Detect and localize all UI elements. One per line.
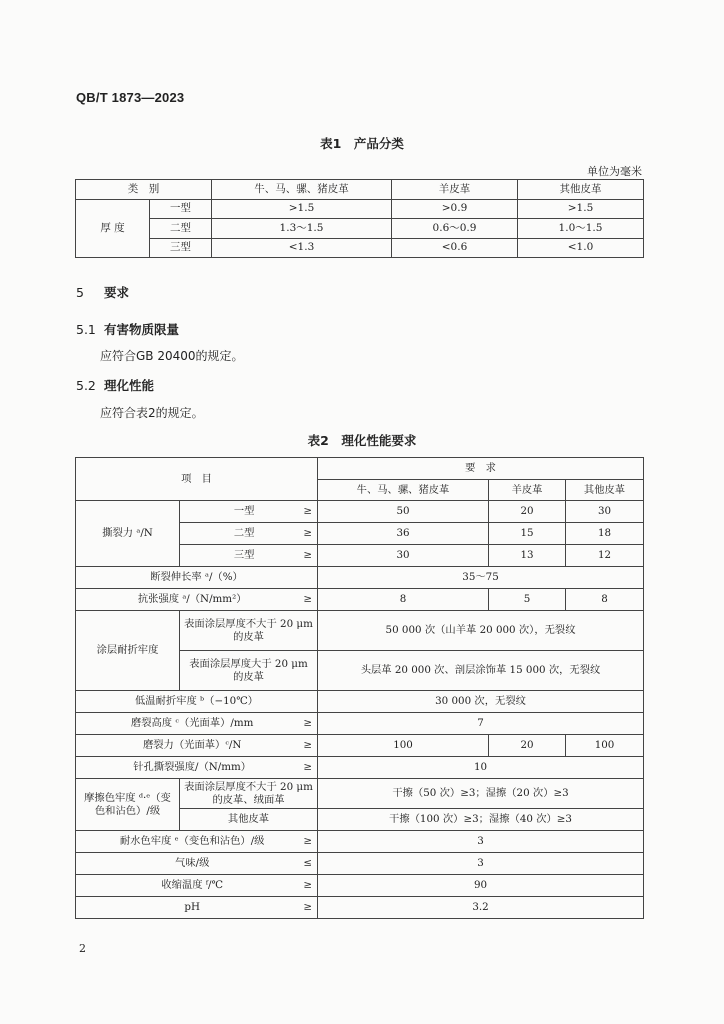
header-cell: 其他皮革: [566, 480, 644, 501]
product-classification-table: [75, 179, 644, 258]
sub-label: 表面涂层厚度不大于 20 μm 的皮革: [180, 611, 318, 651]
row-label: [76, 853, 318, 875]
table-row: [76, 735, 644, 757]
value-cell: 100: [566, 735, 644, 757]
header-cell: 牛、马、骡、猪皮革: [318, 480, 489, 501]
value-cell: 50 000 次（山羊革 20 000 次），无裂纹: [318, 611, 644, 651]
table-row: [76, 567, 644, 589]
header-cell: 羊皮革: [489, 480, 566, 501]
header-cell: 其他皮革: [518, 180, 644, 200]
sub-label: 表面涂层厚度大于 20 μm 的皮革: [180, 651, 318, 691]
sub-label: 表面涂层厚度不大于 20 μm 的皮革、绒面革: [180, 779, 318, 809]
row-label: [76, 897, 318, 919]
header-cell: 类 别: [76, 180, 212, 200]
label-text: 抗张强度 ᵃ/（N/mm²）: [137, 593, 247, 606]
value-cell: <0.6: [392, 238, 518, 258]
section-5-2-heading: [76, 376, 154, 394]
section-number: 5: [76, 285, 84, 300]
value-cell: 15: [489, 523, 566, 545]
table-row: [76, 219, 644, 239]
page-number: 2: [79, 942, 86, 955]
section-5-1-text: 应符合GB 20400的规定。: [100, 349, 244, 363]
value-cell: 头层革 20 000 次、剖层涂饰革 15 000 次，无裂纹: [318, 651, 644, 691]
value-cell: 3: [318, 853, 644, 875]
type-cell: [180, 523, 318, 545]
value-cell: 20: [489, 735, 566, 757]
header-cell: 要 求: [318, 458, 644, 480]
row-label: 摩擦色牢度 ᵈ·ᵉ（变色和沾色）/级: [76, 779, 180, 831]
operator: ≥: [303, 879, 313, 892]
row-label: 撕裂力 ᵃ/N: [76, 501, 180, 567]
label-text: 气味/级: [175, 857, 210, 870]
table1-caption: 表1 产品分类: [320, 136, 404, 151]
value-cell: 1.0～1.5: [518, 219, 644, 239]
header-cell: 羊皮革: [392, 180, 518, 200]
type-cell: 三型: [150, 238, 212, 258]
table-row: [76, 199, 644, 219]
value-cell: 36: [318, 523, 489, 545]
operator: ≥: [303, 549, 313, 562]
value-cell: 0.6～0.9: [392, 219, 518, 239]
type-label: 一型: [233, 505, 255, 518]
value-cell: <1.0: [518, 238, 644, 258]
table-row: [76, 779, 644, 809]
table-row: [76, 853, 644, 875]
value-cell: 5: [489, 589, 566, 611]
operator: ≥: [303, 761, 313, 774]
value-cell: 3: [318, 831, 644, 853]
section-5-1-heading: [76, 320, 179, 338]
label-text: 耐水色牢度 ᵉ（变色和沾色）/级: [119, 835, 265, 848]
value-cell: 30: [566, 501, 644, 523]
operator: ≥: [303, 739, 313, 752]
value-cell: 干擦（100 次）≥3；湿擦（40 次）≥3: [318, 809, 644, 831]
label-text: 磨裂力（光面革）ᶜ/N: [142, 739, 242, 752]
type-cell: 二型: [150, 219, 212, 239]
type-label: 二型: [233, 527, 255, 540]
section-number: 5.2: [76, 378, 96, 393]
label-text: pH: [184, 901, 200, 914]
header-cell: 项 目: [76, 458, 318, 501]
value-cell: 13: [489, 545, 566, 567]
operator: ≥: [303, 717, 313, 730]
value-cell: 3.2: [318, 897, 644, 919]
table1-unit: 单位为毫米: [587, 165, 642, 178]
table-row: [76, 458, 644, 480]
operator: ≥: [303, 835, 313, 848]
value-cell: 35～75: [318, 567, 644, 589]
label-text: 磨裂高度 ᶜ（光面革）/mm: [130, 717, 254, 730]
value-cell: 30: [318, 545, 489, 567]
header-cell: 牛、马、骡、猪皮革: [212, 180, 392, 200]
type-cell: 一型: [150, 199, 212, 219]
value-cell: 90: [318, 875, 644, 897]
group-cell: 厚 度: [76, 199, 150, 258]
value-cell: 18: [566, 523, 644, 545]
row-label: [76, 589, 318, 611]
value-cell: 7: [318, 713, 644, 735]
section-number: 5.1: [76, 322, 96, 337]
operator: ≥: [303, 527, 313, 540]
row-label: 断裂伸长率 ᵃ/（%）: [76, 567, 318, 589]
value-cell: >0.9: [392, 199, 518, 219]
value-cell: 12: [566, 545, 644, 567]
label-text: 收缩温度 ᶠ/℃: [161, 879, 224, 892]
standard-code: QB/T 1873—2023: [76, 90, 185, 105]
row-label: 低温耐折牢度 ᵇ（−10℃）: [76, 691, 318, 713]
row-label: [76, 735, 318, 757]
physical-properties-table: [75, 457, 644, 919]
section-title: 理化性能: [104, 378, 155, 393]
operator: ≥: [303, 901, 313, 914]
section-title: 有害物质限量: [104, 322, 180, 337]
value-cell: 10: [318, 757, 644, 779]
type-cell: [180, 501, 318, 523]
operator: ≤: [303, 857, 313, 870]
value-cell: 20: [489, 501, 566, 523]
section-title: 要求: [104, 285, 130, 300]
value-cell: >1.5: [518, 199, 644, 219]
value-cell: 100: [318, 735, 489, 757]
value-cell: 8: [566, 589, 644, 611]
row-label: [76, 875, 318, 897]
table-row: [76, 589, 644, 611]
sub-label: 其他皮革: [180, 809, 318, 831]
value-cell: >1.5: [212, 199, 392, 219]
section-5-2-text: 应符合表2的规定。: [100, 406, 204, 420]
value-cell: 8: [318, 589, 489, 611]
value-cell: 1.3～1.5: [212, 219, 392, 239]
type-cell: [180, 545, 318, 567]
operator: ≥: [303, 593, 313, 606]
value-cell: 干擦（50 次）≥3；湿擦（20 次）≥3: [318, 779, 644, 809]
value-cell: 50: [318, 501, 489, 523]
label-text: 针孔撕裂强度/（N/mm）: [133, 761, 252, 774]
value-cell: <1.3: [212, 238, 392, 258]
value-cell: 30 000 次，无裂纹: [318, 691, 644, 713]
table-row: [76, 757, 644, 779]
operator: ≥: [303, 505, 313, 518]
table-row: [76, 831, 644, 853]
row-label: [76, 757, 318, 779]
section-5-heading: [76, 283, 129, 301]
table-row: [76, 875, 644, 897]
row-label: 涂层耐折牢度: [76, 611, 180, 691]
table-row: [76, 691, 644, 713]
table-row: [76, 611, 644, 651]
table-row: [76, 501, 644, 523]
row-label: [76, 831, 318, 853]
table-row: [76, 897, 644, 919]
table-row: [76, 713, 644, 735]
table-row: [76, 238, 644, 258]
type-label: 三型: [233, 549, 255, 562]
row-label: [76, 713, 318, 735]
table2-caption: 表2 理化性能要求: [307, 433, 417, 448]
table-row: [76, 180, 644, 200]
